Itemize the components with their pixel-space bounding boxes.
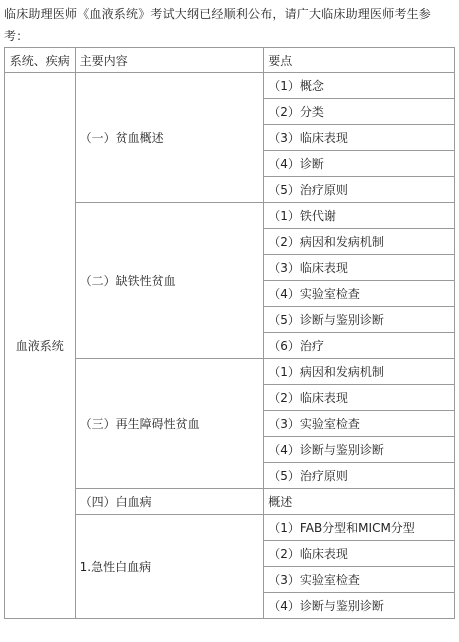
header-key-points: 要点 bbox=[264, 48, 455, 73]
point-cell: （6）治疗 bbox=[264, 333, 455, 359]
point-cell: （1）铁代谢 bbox=[264, 203, 455, 229]
point-cell: （4）诊断与鉴别诊断 bbox=[264, 437, 455, 463]
table-row bbox=[5, 73, 455, 99]
header-system-disease: 系统、疾病 bbox=[5, 48, 76, 73]
syllabus-table bbox=[4, 47, 455, 619]
point-cell: （1）概念 bbox=[264, 73, 455, 99]
point-cell: （1）病因和发病机制 bbox=[264, 359, 455, 385]
topic-cell: （一）贫血概述 bbox=[75, 73, 264, 203]
point-cell: （2）分类 bbox=[264, 99, 455, 125]
header-main-content: 主要内容 bbox=[75, 48, 264, 73]
topic-cell: 1.急性白血病 bbox=[75, 515, 264, 619]
point-cell: （3）临床表现 bbox=[264, 125, 455, 151]
point-cell: （3）实验室检查 bbox=[264, 411, 455, 437]
point-cell: （3）临床表现 bbox=[264, 255, 455, 281]
point-cell: 概述 bbox=[264, 489, 455, 515]
point-cell: （5）诊断与鉴别诊断 bbox=[264, 307, 455, 333]
point-cell: （2）病因和发病机制 bbox=[264, 229, 455, 255]
table-header-row bbox=[5, 48, 455, 73]
point-cell: （2）临床表现 bbox=[264, 385, 455, 411]
point-cell: （4）诊断与鉴别诊断 bbox=[264, 593, 455, 619]
point-cell: （4）实验室检查 bbox=[264, 281, 455, 307]
point-cell: （2）临床表现 bbox=[264, 541, 455, 567]
point-cell: （5）治疗原则 bbox=[264, 177, 455, 203]
topic-cell: （二）缺铁性贫血 bbox=[75, 203, 264, 359]
point-cell: （5）治疗原则 bbox=[264, 463, 455, 489]
topic-cell: （四）白血病 bbox=[75, 489, 264, 515]
topic-cell: （三）再生障碍性贫血 bbox=[75, 359, 264, 489]
system-cell: 血液系统 bbox=[5, 73, 76, 619]
point-cell: （1）FAB分型和MICM分型 bbox=[264, 515, 455, 541]
point-cell: （4）诊断 bbox=[264, 151, 455, 177]
intro-text: 临床助理医师《血液系统》考试大纲已经顺利公布，请广大临床助理医师考生参考： bbox=[4, 7, 432, 43]
point-cell: （3）实验室检查 bbox=[264, 567, 455, 593]
